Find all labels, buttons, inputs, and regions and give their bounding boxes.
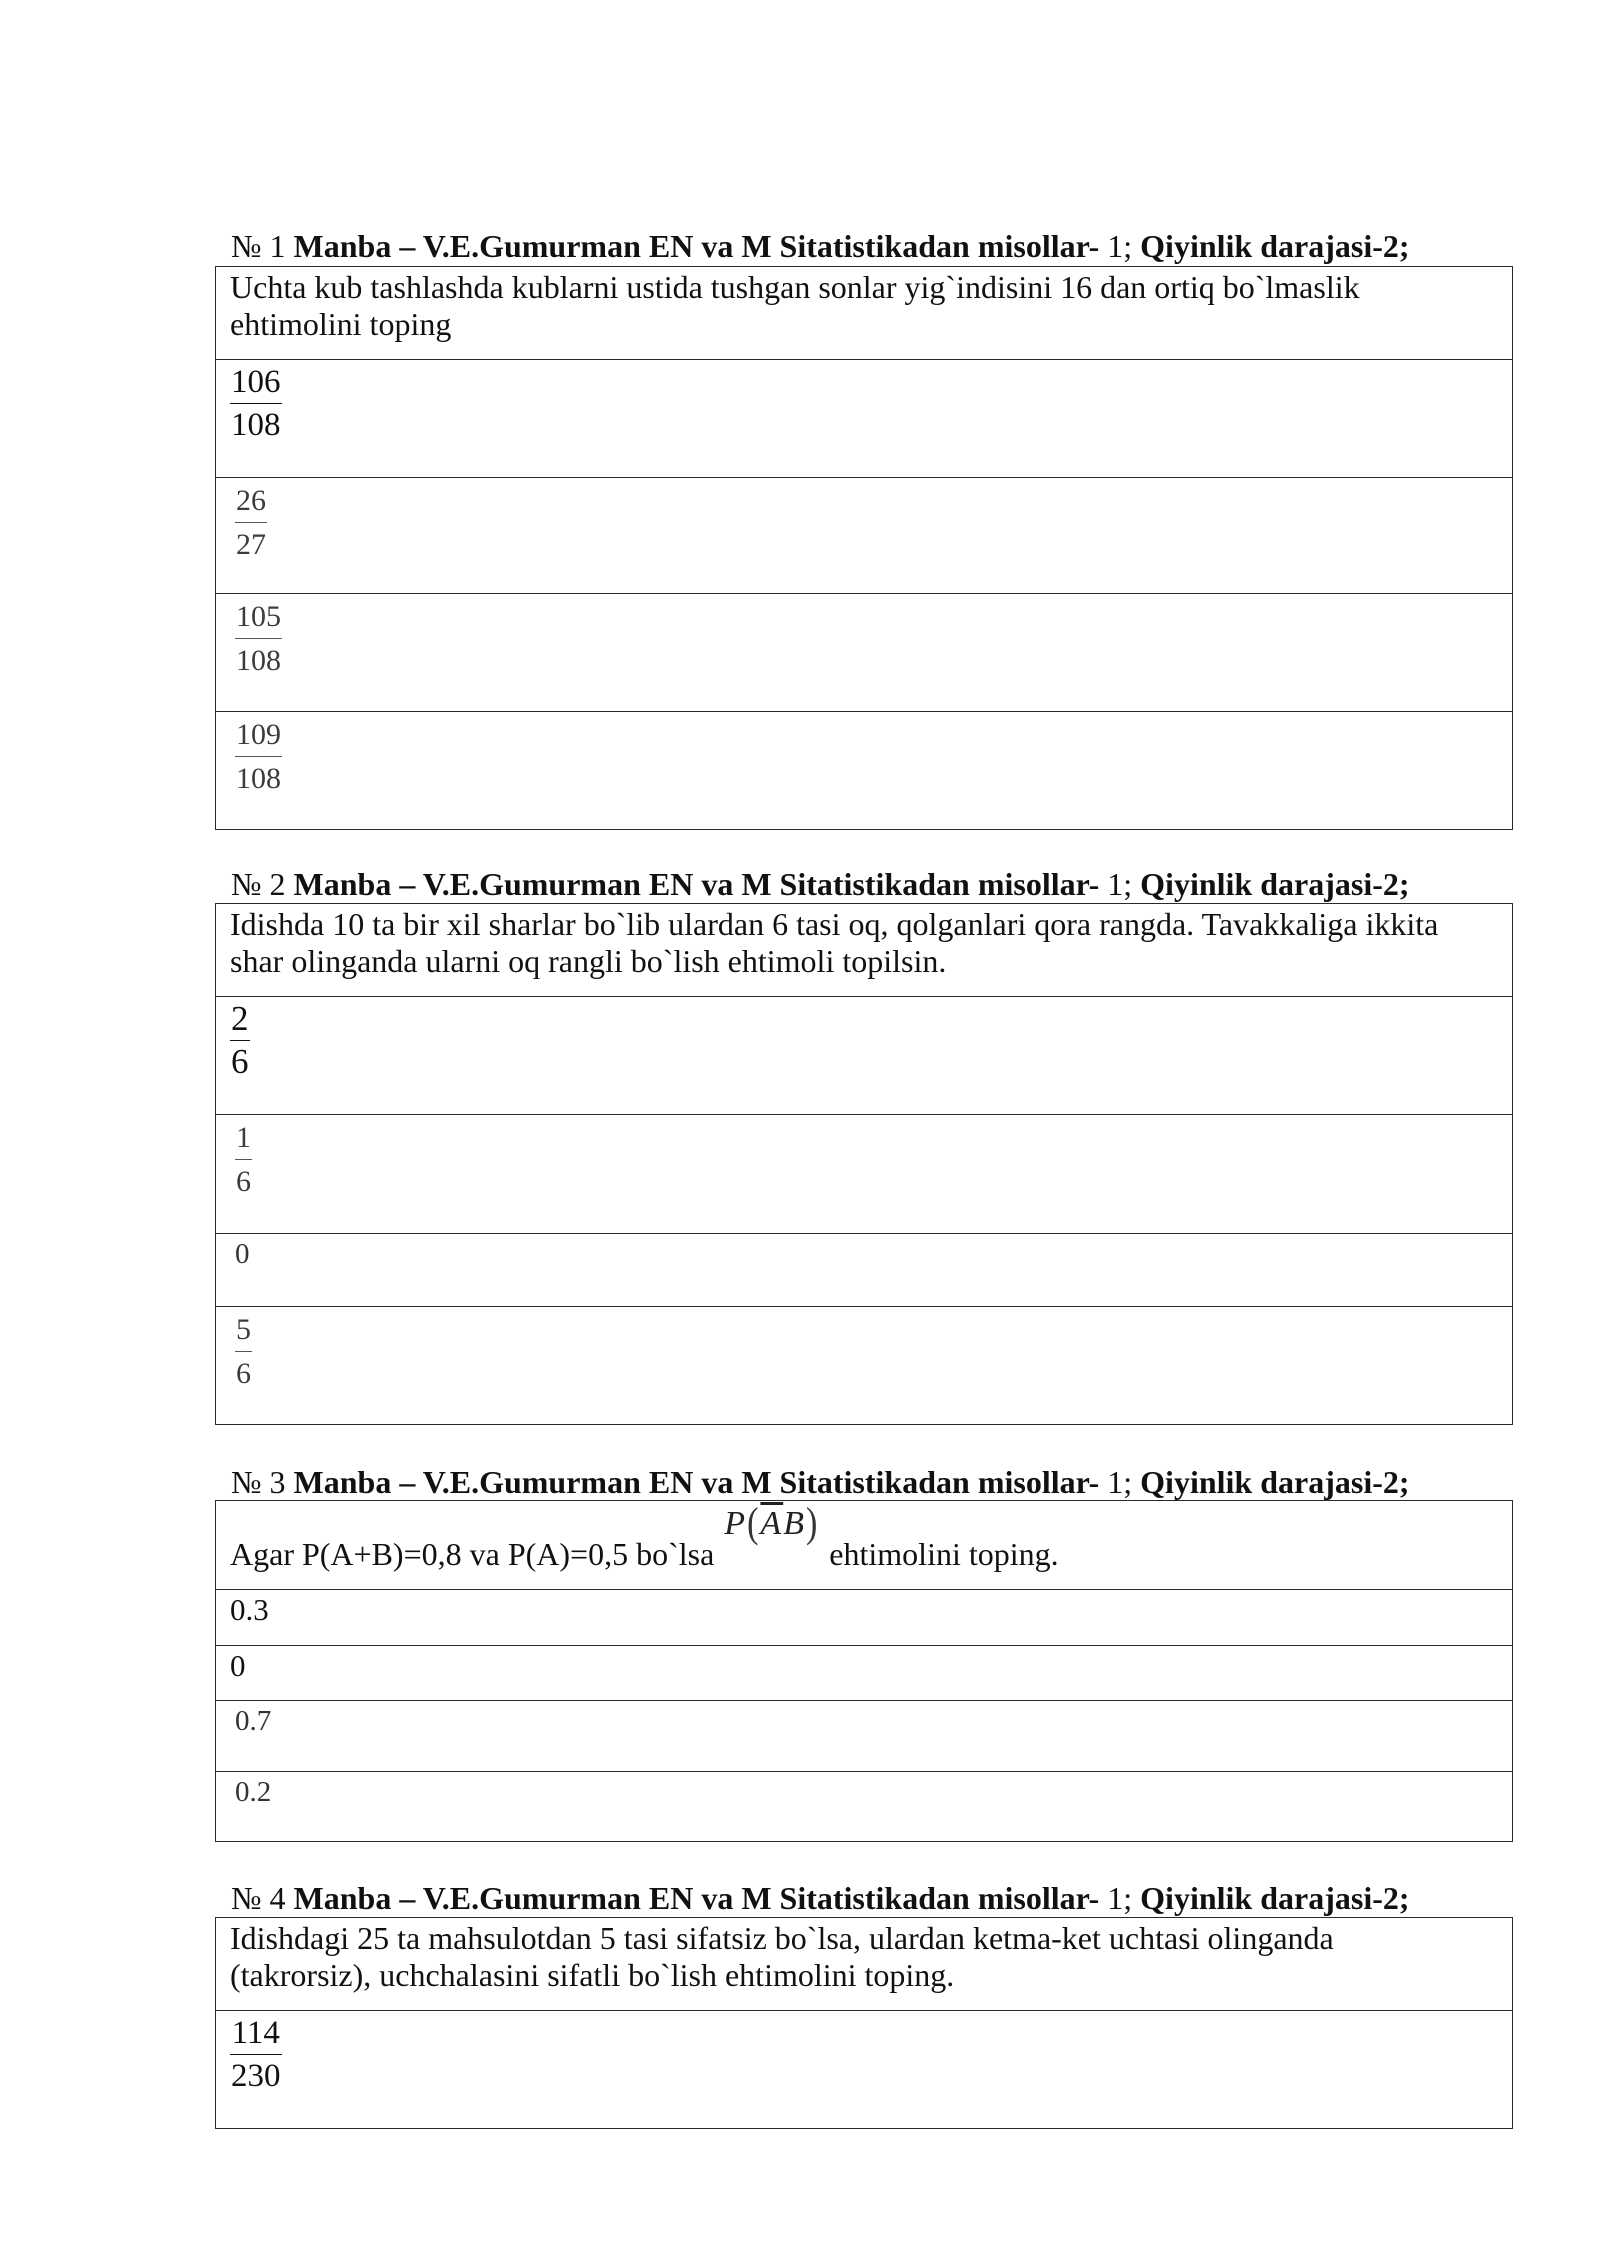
question-2-option-3 (216, 1233, 1512, 1306)
fraction-denominator: 27 (236, 528, 266, 561)
question-2-header (231, 866, 1410, 902)
question-2-option-4 (216, 1306, 1512, 1424)
fraction (230, 361, 282, 446)
fraction-denominator: 230 (231, 2058, 281, 2094)
fraction-numerator: 1 (236, 1121, 251, 1154)
question-4-option-1 (216, 2010, 1512, 2128)
source-label: Manba – V.E.Gumurman EN va M Sitatistikadan misollar- (293, 1880, 1100, 1916)
formula-variable: B (783, 1505, 806, 1542)
question-2-text-row (216, 904, 1512, 996)
fraction-numerator: 26 (236, 484, 266, 517)
fraction-denominator: 108 (236, 644, 281, 677)
question-3-option-2 (216, 1645, 1512, 1700)
formula-function: P (724, 1505, 748, 1542)
formula-paren-close: ) (805, 1501, 820, 1547)
source-number: 1; (1107, 1464, 1133, 1500)
difficulty-label: Qiyinlik darajasi-2; (1140, 228, 1410, 264)
question-3-option-4 (216, 1771, 1512, 1841)
question-1-option-3 (216, 593, 1512, 711)
fraction-numerator: 5 (236, 1313, 251, 1346)
option-value: 0.2 (235, 1776, 272, 1808)
question-4-header (231, 1880, 1410, 1916)
fraction (235, 595, 282, 682)
fraction (235, 479, 267, 566)
question-text: Idishda 10 ta bir xil sharlar bo`lib ulardan 6 tasi oq, qolganlari qora rangda. Tavakkaliga ikkita shar olinganda ularni oq rangli bo`lish ehtimoli topilsin. (230, 906, 1439, 979)
option-value: 0 (230, 1648, 246, 1683)
source-label: Manba – V.E.Gumurman EN va M Sitatistikadan misollar- (293, 1464, 1100, 1500)
option-value: 0.7 (235, 1705, 272, 1737)
source-number: 1; (1107, 228, 1133, 264)
question-number: № 2 (231, 866, 286, 902)
question-2-option-2 (216, 1114, 1512, 1233)
source-label: Manba – V.E.Gumurman EN va M Sitatistikadan misollar- (293, 228, 1100, 264)
question-number: № 3 (231, 1464, 286, 1500)
fraction-numerator: 2 (231, 999, 249, 1038)
question-text-after: ehtimolini toping. (829, 1536, 1059, 1572)
fraction-numerator: 105 (236, 600, 281, 633)
question-text-before: Agar P(A+B)=0,8 va P(A)=0,5 bo`lsa (230, 1536, 715, 1572)
fraction (235, 1308, 252, 1395)
fraction-numerator: 114 (231, 2015, 280, 2051)
question-1-header (231, 228, 1410, 264)
difficulty-label: Qiyinlik darajasi-2; (1140, 1880, 1410, 1916)
probability-formula (724, 1501, 820, 1547)
question-3-table (215, 1500, 1513, 1842)
question-text (230, 1501, 1480, 1573)
difficulty-label: Qiyinlik darajasi-2; (1140, 1464, 1410, 1500)
question-1-text-row (216, 267, 1512, 359)
question-4-table (215, 1917, 1513, 2129)
fraction-numerator: 109 (236, 718, 281, 751)
fraction (235, 1116, 252, 1203)
question-text: Idishdagi 25 ta mahsulotdan 5 tasi sifatsiz bo`lsa, ulardan ketma-ket uchtasi olinganda (takrorsiz), uchchalasini sifatli bo`lish ehtimolini toping. (230, 1920, 1334, 1993)
difficulty-label: Qiyinlik darajasi-2; (1140, 866, 1410, 902)
question-1-option-2 (216, 477, 1512, 593)
question-1-option-4 (216, 711, 1512, 829)
question-text: Uchta kub tashlashda kublarni ustida tushgan sonlar yig`indisini 16 dan ortiq bo`lmaslik ehtimolini toping (230, 269, 1360, 342)
option-value: 0.3 (230, 1592, 269, 1627)
question-number: № 1 (231, 228, 286, 264)
fraction-denominator: 6 (236, 1165, 251, 1198)
formula-overbar-variable: $\overline{A}$ (760, 1505, 784, 1542)
question-1-table (215, 266, 1513, 830)
question-2-option-1 (216, 996, 1512, 1114)
fraction-denominator: 108 (231, 407, 281, 443)
question-1-option-1 (216, 359, 1512, 477)
question-3-option-1 (216, 1589, 1512, 1645)
source-number: 1; (1107, 1880, 1133, 1916)
fraction (235, 713, 282, 800)
formula-paren-open: ( (747, 1501, 761, 1547)
fraction-numerator: 106 (231, 364, 281, 400)
fraction-denominator: 6 (231, 1042, 249, 1081)
question-3-text-row (216, 1501, 1512, 1589)
fraction-denominator: 108 (236, 762, 281, 795)
question-4-text-row (216, 1918, 1512, 2010)
fraction-denominator: 6 (236, 1357, 251, 1390)
source-label: Manba – V.E.Gumurman EN va M Sitatistikadan misollar- (293, 866, 1100, 902)
source-number: 1; (1107, 866, 1133, 902)
option-value: 0 (235, 1238, 250, 1270)
fraction (230, 998, 250, 1083)
question-2-table (215, 903, 1513, 1425)
fraction (230, 2012, 282, 2097)
question-number: № 4 (231, 1880, 286, 1916)
question-3-header (231, 1464, 1410, 1500)
question-3-option-3 (216, 1700, 1512, 1771)
